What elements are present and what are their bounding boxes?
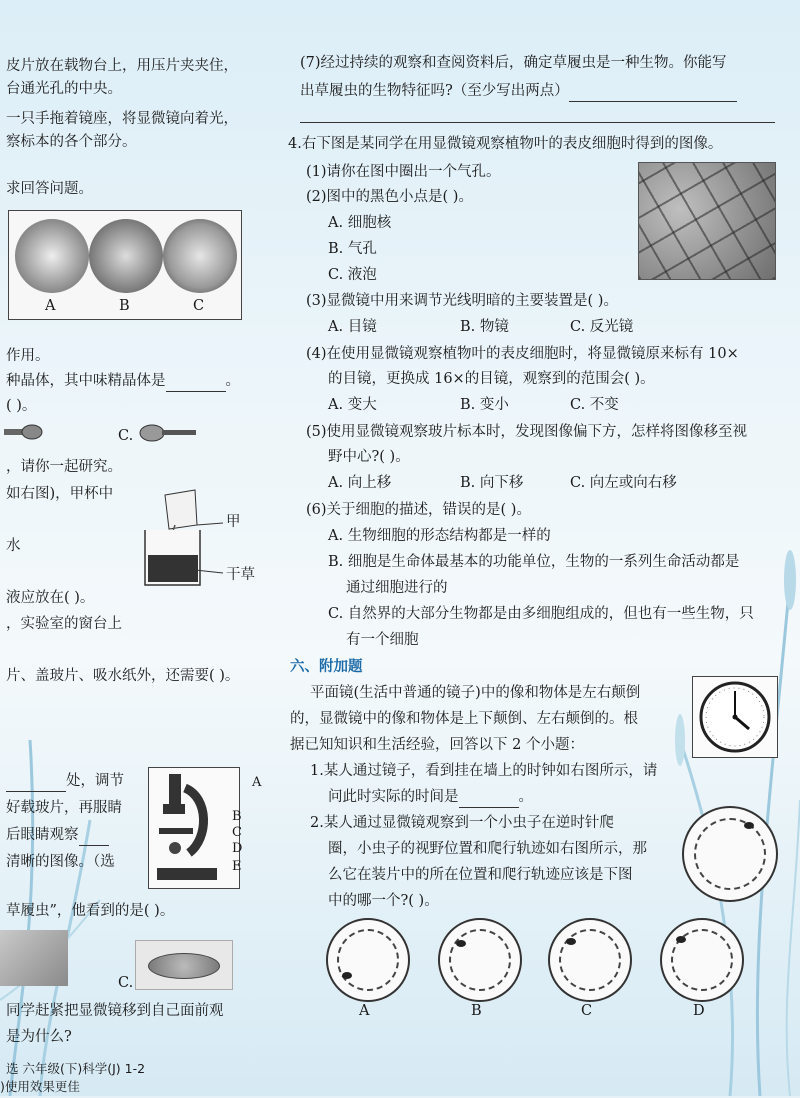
left-line-13: ，实验室的窗台上 [6, 616, 122, 632]
reference-view-circle [682, 806, 778, 902]
q4-6-opt-c-2: 有一个细胞 [346, 632, 419, 648]
spoon-icon-c [138, 422, 198, 444]
bug-icon-a [342, 972, 352, 979]
paramecium-image-b [0, 930, 68, 986]
q4-5-line-2: 野中心?( )。 [328, 449, 410, 465]
left-line-15: 处，调节 [6, 770, 124, 792]
q4-5-opt-b: B. 向下移 [460, 475, 524, 491]
q4-5-line-1: (5)使用显微镜观察玻片标本时，发现图像偏下方，怎样将图像移至视 [306, 424, 748, 440]
left-line-16: 好载玻片，再服睛 [6, 800, 122, 816]
sub1-line-2: 问此时实际的时间是 。 [328, 786, 533, 808]
crystal-image-c [163, 219, 237, 293]
microscope-icon [149, 768, 239, 888]
q4-5-opt-c: C. 向左或向右移 [570, 475, 677, 491]
beaker-label-jia: 甲 [226, 514, 241, 530]
q7-line-1: (7)经过持续的观察和查阅资料后，确定草履虫是一种生物。你能写 [300, 55, 727, 71]
option-circle-b[interactable] [438, 918, 522, 1002]
reed-decoration-right [640, 500, 800, 1096]
left-line-1: 皮片放在载物台上，用压片夹夹住， [6, 58, 238, 74]
q4-6-opt-b-2: 通过细胞进行的 [346, 580, 448, 596]
q7-answer-line[interactable] [300, 106, 775, 123]
microscope-label-b: B [232, 809, 242, 824]
q4-4-line-2: 的目镜，更换成 16×的目镜，观察到的范围会( )。 [328, 371, 655, 387]
sub1-line-1: 1.某人通过镜子，看到挂在墙上的时钟如右图所示，请 [310, 763, 658, 779]
paramecium-image-c [135, 940, 233, 990]
sub2-line-2: 圈，小虫子的视野位置和爬行轨迹如右图所示，那 [328, 841, 647, 857]
bug-icon-d [676, 936, 686, 943]
footer-text: 选 六年级(下)科学(J) 1-2 [6, 1061, 146, 1076]
clock-figure [692, 676, 778, 758]
q4-4-opt-b: B. 变小 [460, 397, 509, 413]
left-line-7: 种晶体，其中味精晶体是 。 [6, 370, 240, 392]
option-circle-d[interactable] [660, 918, 744, 1002]
option-label-b: B [471, 1003, 482, 1019]
microscope-label-a: A [252, 775, 262, 790]
q4-4-opt-c: C. 不变 [570, 397, 619, 413]
left-line-5: 求回答问题。 [6, 181, 93, 197]
q4-3: (3)显微镜中用来调节光线明暗的主要装置是( )。 [306, 293, 618, 309]
q4-6-opt-a: A. 生物细胞的形态结构都是一样的 [328, 528, 551, 544]
q4-6-opt-b-1: B. 细胞是生命体最基本的功能单位，生物的一系列生命活动都是 [328, 554, 740, 570]
left-line-14: 片、盖玻片、吸水纸外，还需要( )。 [6, 668, 240, 684]
left-line-12: 液应放在( )。 [6, 590, 95, 606]
crystal-image-b [89, 219, 163, 293]
sec6-para-1: 平面镜(生活中普通的镜子)中的像和物体是左右颠倒 [310, 685, 641, 701]
q4-5-opt-a: A. 向上移 [328, 475, 392, 491]
option-label-d: D [693, 1003, 705, 1019]
section-6-title: 六、附加题 [290, 659, 363, 675]
option-circle-c[interactable] [548, 918, 632, 1002]
crystal-label-c: C [193, 298, 205, 314]
clock-icon [693, 677, 777, 757]
left-line-19: 草履虫”，他看到的是( )。 [6, 903, 175, 919]
q4-4-line-1: (4)在使用显微镜观察植物叶的表皮细胞时，将显微镜原来标有 10× [306, 346, 739, 362]
microscope-label-d: D [232, 841, 243, 856]
leaf-epidermis-image [638, 162, 776, 280]
microscope-figure [148, 767, 243, 889]
option-label-c: C [581, 1003, 593, 1019]
left-line-21: 是为什么? [6, 1029, 72, 1045]
crystal-image-a [15, 219, 89, 293]
left-line-2: 台通光孔的中央。 [6, 81, 122, 97]
q7-line-2: 出草履虫的生物特征吗?（至少写出两点） [300, 80, 737, 102]
q4-4-opt-a: A. 变大 [328, 397, 377, 413]
left-line-17: 后眼睛观察 [6, 824, 109, 846]
microscope-label-e: E [232, 859, 242, 874]
spoon-icon-b [4, 422, 44, 444]
left-line-10: 如右图)，甲杯中 [6, 486, 114, 502]
option-label-a: A [359, 1003, 370, 1019]
q4-title: 4.右下图是某同学在用显微镜观察植物叶的表皮细胞时得到的图像。 [288, 136, 723, 152]
left-line-9: ，请你一起研究。 [6, 459, 122, 475]
q4-3-opt-b: B. 物镜 [460, 319, 509, 335]
left-line-6: 作用。 [6, 348, 50, 364]
option-c-label: C. [118, 428, 134, 444]
beaker-label-hay: 干草 [226, 567, 255, 583]
q4-2: (2)图中的黑色小点是( )。 [306, 189, 473, 205]
sec6-para-2: 的，显微镜中的像和物体是上下颠倒、左右颠倒的。根 [290, 711, 638, 727]
crystal-figure [8, 210, 242, 320]
left-line-8: ( )。 [6, 398, 37, 414]
sub2-line-4: 中的哪一个?( )。 [328, 893, 439, 909]
footer-text-2: )使用效果更佳 [0, 1079, 80, 1094]
q4-2-opt-c: C. 液泡 [328, 267, 377, 283]
q4-2-opt-b: B. 气孔 [328, 241, 377, 257]
left-line-4: 察标本的各个部分。 [6, 134, 137, 150]
q4-1: (1)请你在图中圈出一个气孔。 [306, 164, 501, 180]
bug-icon-b [456, 940, 466, 947]
left-line-18: 清晰的图像。（选 [6, 854, 115, 870]
bug-icon [744, 822, 754, 829]
q4-6-opt-c-1: C. 自然界的大部分生物都是由多细胞组成的，但也有一些生物，只 [328, 606, 754, 622]
left-line-3: 一只手拖着镜座，将显微镜向着光， [6, 111, 238, 127]
bug-icon-c [566, 938, 576, 945]
q4-3-opt-a: A. 目镜 [328, 319, 377, 335]
left-line-11: 水 [6, 538, 21, 554]
sub2-line-1: 2.某人通过显微镜观察到一个小虫子在逆时针爬 [310, 815, 614, 831]
sub2-line-3: 么它在装片中的所在位置和爬行轨迹应该是下图 [328, 867, 633, 883]
crystal-label-b: B [119, 298, 130, 314]
q4-3-opt-c: C. 反光镜 [570, 319, 634, 335]
q4-6: (6)关于细胞的描述，错误的是( )。 [306, 502, 531, 518]
q4-2-opt-a: A. 细胞核 [328, 215, 392, 231]
left-line-20: 同学赶紧把显微镜移到自己面前观 [6, 1003, 224, 1019]
microscope-label-c: C [232, 825, 242, 840]
sec6-para-3: 据已知知识和生活经验，回答以下 2 个小题： [290, 737, 584, 753]
option-c-label-2: C. [118, 975, 134, 991]
option-circle-a[interactable] [326, 918, 410, 1002]
crystal-label-a: A [45, 298, 56, 314]
